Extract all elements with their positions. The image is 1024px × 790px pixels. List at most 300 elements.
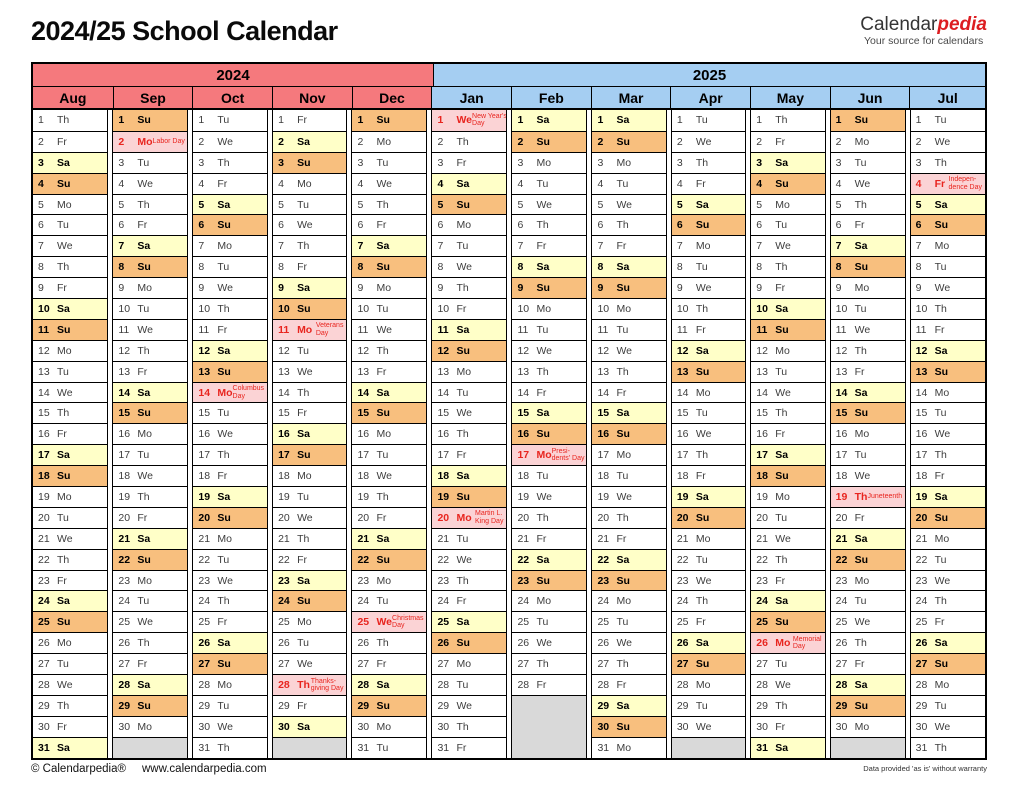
- day-number: 12: [597, 344, 610, 357]
- day-number: 15: [597, 407, 610, 420]
- weekday-abbrev: Th: [695, 449, 709, 462]
- day-number: 17: [118, 449, 131, 462]
- day-cell: [33, 716, 107, 737]
- weekday-abbrev: We: [775, 532, 791, 545]
- weekday-abbrev: Su: [536, 428, 550, 441]
- holiday-label: Thanks- giving Day: [310, 677, 344, 692]
- day-number: 8: [597, 261, 604, 274]
- day-cell: [273, 131, 346, 152]
- day-number: 2: [517, 135, 524, 148]
- weekday-abbrev: Sa: [536, 261, 550, 274]
- weekday-abbrev: We: [536, 637, 553, 650]
- weekday-abbrev: Mo: [456, 365, 472, 378]
- day-cell: [432, 152, 506, 173]
- day-number: 29: [597, 699, 610, 712]
- day-cell: [911, 382, 985, 403]
- weekday-abbrev: We: [616, 344, 633, 357]
- weekday-abbrev: Su: [57, 616, 71, 629]
- day-number: 17: [835, 449, 848, 462]
- day-number: 24: [676, 595, 689, 608]
- day-cell: [352, 152, 426, 173]
- day-number: 5: [278, 198, 284, 211]
- day-cell: [592, 110, 665, 131]
- day-cell: [592, 319, 665, 340]
- weekday-abbrev: Sa: [217, 637, 231, 650]
- weekday-abbrev: We: [57, 532, 73, 545]
- day-number: 12: [437, 344, 450, 357]
- day-cell: [273, 340, 346, 361]
- day-cell: [512, 590, 586, 611]
- month-column-nov: [272, 110, 347, 758]
- day-cell: [831, 528, 905, 549]
- weekday-abbrev: Tu: [376, 156, 389, 169]
- day-cell: [911, 674, 985, 695]
- weekday-abbrev: Su: [854, 407, 869, 420]
- day-cell: [193, 570, 267, 591]
- day-number: 9: [676, 282, 683, 295]
- weekday-abbrev: Fr: [695, 616, 706, 629]
- day-number: 28: [198, 678, 211, 691]
- day-number: 19: [357, 490, 370, 503]
- day-cell: [831, 256, 905, 277]
- holiday-day-cell: [432, 110, 506, 131]
- day-number: 26: [597, 637, 610, 650]
- day-number: 20: [198, 511, 211, 524]
- weekday-abbrev: Sa: [57, 741, 70, 754]
- day-number: 6: [756, 219, 763, 232]
- day-cell: [352, 737, 426, 758]
- weekday-abbrev: Sa: [456, 323, 470, 336]
- day-number: 19: [118, 490, 131, 503]
- day-number: 1: [756, 114, 763, 127]
- day-cell: [751, 340, 824, 361]
- day-cell: [592, 340, 665, 361]
- day-cell: [273, 590, 346, 611]
- weekday-abbrev: Fr: [137, 219, 148, 232]
- day-cell: [512, 423, 586, 444]
- day-number: 12: [278, 344, 290, 357]
- month-header-jan: Jan: [431, 87, 511, 108]
- weekday-abbrev: Sa: [297, 428, 310, 441]
- day-cell: [512, 382, 586, 403]
- weekday-abbrev: Fr: [616, 532, 627, 545]
- day-cell: [432, 214, 506, 235]
- footer-copyright: © Calendarpedia®: [31, 762, 126, 775]
- weekday-abbrev: Su: [137, 261, 151, 274]
- day-number: 25: [198, 616, 211, 629]
- day-number: 6: [517, 219, 524, 232]
- day-cell: [911, 570, 985, 591]
- footer-left: [31, 763, 267, 775]
- day-cell: [273, 382, 346, 403]
- weekday-abbrev: Th: [217, 595, 230, 608]
- weekday-abbrev: Mo: [695, 678, 711, 691]
- day-number: 1: [597, 114, 604, 127]
- day-number: 28: [756, 678, 768, 691]
- day-cell: [193, 173, 267, 194]
- day-cell: [432, 465, 506, 486]
- day-number: 30: [835, 720, 848, 733]
- day-cell: [911, 110, 985, 131]
- weekday-abbrev: Tu: [854, 449, 867, 462]
- month-header-jun: Jun: [830, 87, 910, 108]
- day-number: 9: [198, 282, 205, 295]
- day-number: 16: [915, 428, 928, 441]
- weekday-abbrev: Su: [616, 720, 630, 733]
- day-cell: [113, 340, 187, 361]
- weekday-abbrev: We: [536, 198, 553, 211]
- day-cell: [33, 214, 107, 235]
- day-number: 27: [597, 658, 610, 671]
- weekday-abbrev: Tu: [695, 553, 708, 566]
- day-cell: [33, 382, 107, 403]
- day-number: 31: [756, 741, 768, 754]
- day-number: 10: [517, 302, 530, 315]
- weekday-abbrev: Sa: [695, 198, 709, 211]
- weekday-abbrev: Fr: [695, 323, 706, 336]
- weekday-abbrev: Th: [137, 637, 150, 650]
- weekday-abbrev: We: [57, 386, 73, 399]
- weekday-abbrev: Th: [137, 344, 150, 357]
- weekday-abbrev: Mo: [217, 532, 232, 545]
- day-cell: [751, 194, 824, 215]
- day-number: 21: [517, 532, 530, 545]
- day-cell: [193, 361, 267, 382]
- day-number: 11: [357, 323, 369, 336]
- weekday-abbrev: Mo: [934, 240, 950, 253]
- day-cell: [911, 152, 985, 173]
- weekday-abbrev: Tu: [934, 114, 947, 127]
- day-number: 26: [676, 637, 689, 650]
- day-cell: [831, 465, 905, 486]
- weekday-abbrev: Su: [376, 407, 390, 420]
- day-number: 11: [38, 323, 50, 336]
- weekday-abbrev: Tu: [57, 219, 69, 232]
- day-cell: [512, 152, 586, 173]
- day-cell: [751, 423, 824, 444]
- day-cell: [33, 611, 107, 632]
- day-cell: [113, 152, 187, 173]
- day-number: 30: [676, 720, 689, 733]
- weekday-abbrev: Th: [456, 282, 469, 295]
- weekday-abbrev: We: [775, 240, 791, 253]
- weekday-abbrev: Sa: [536, 114, 550, 127]
- day-cell: [831, 590, 905, 611]
- day-number: 9: [756, 282, 763, 295]
- weekday-abbrev: Sa: [57, 449, 70, 462]
- day-number: 24: [756, 595, 768, 608]
- day-number: 2: [437, 135, 444, 148]
- weekday-abbrev: We: [297, 219, 313, 232]
- day-cell: [113, 214, 187, 235]
- day-number: 8: [756, 261, 763, 274]
- day-number: 3: [835, 156, 842, 169]
- weekday-abbrev: Sa: [217, 198, 231, 211]
- weekday-abbrev: Tu: [695, 114, 708, 127]
- weekday-abbrev: Sa: [854, 240, 868, 253]
- day-number: 7: [38, 240, 44, 253]
- day-number: 26: [278, 637, 290, 650]
- weekday-abbrev: Su: [456, 637, 470, 650]
- weekday-abbrev: Fr: [297, 699, 307, 712]
- day-cell: [33, 465, 107, 486]
- month-column-aug: [33, 110, 108, 758]
- footer-url: www.calendarpedia.com: [141, 762, 267, 775]
- day-number: 11: [676, 323, 688, 336]
- day-number: 3: [437, 156, 444, 169]
- weekday-abbrev: Th: [934, 156, 947, 169]
- weekday-abbrev: Su: [854, 261, 869, 274]
- day-number: 18: [357, 470, 370, 483]
- weekday-abbrev: Fr: [217, 470, 228, 483]
- day-cell: [33, 674, 107, 695]
- weekday-abbrev: Fr: [137, 511, 148, 524]
- weekday-abbrev: Su: [695, 365, 710, 378]
- weekday-abbrev: Th: [217, 741, 230, 754]
- day-cell: [831, 173, 905, 194]
- day-number: 24: [357, 595, 370, 608]
- day-number: 18: [915, 470, 928, 483]
- day-number: 20: [915, 511, 928, 524]
- day-number: 14: [676, 386, 689, 399]
- day-number: 14: [278, 386, 290, 399]
- weekday-abbrev: Su: [616, 282, 630, 295]
- day-number: 4: [517, 177, 524, 190]
- day-cell: [352, 235, 426, 256]
- weekday-abbrev: Fr: [456, 595, 467, 608]
- day-number: 3: [756, 156, 763, 169]
- day-cell: [432, 590, 506, 611]
- month-header-sep: Sep: [113, 87, 193, 108]
- day-cell: [831, 716, 905, 737]
- day-number: 14: [118, 386, 131, 399]
- day-number: 24: [597, 595, 610, 608]
- day-number: 3: [915, 156, 922, 169]
- day-number: 7: [437, 240, 444, 253]
- day-cell: [911, 361, 985, 382]
- day-cell: [911, 423, 985, 444]
- day-number: 6: [118, 219, 125, 232]
- weekday-abbrev: Th: [616, 658, 629, 671]
- day-number: 15: [118, 407, 131, 420]
- weekday-abbrev: Tu: [137, 302, 150, 315]
- day-cell: [432, 737, 506, 758]
- day-number: 17: [597, 449, 610, 462]
- day-cell: [193, 590, 267, 611]
- day-number: 18: [38, 470, 50, 483]
- day-number: 16: [357, 428, 370, 441]
- weekday-abbrev: Sa: [616, 699, 630, 712]
- day-number: 22: [517, 553, 530, 566]
- month-header-feb: Feb: [511, 87, 591, 108]
- weekday-abbrev: Mo: [297, 323, 313, 336]
- day-number: 14: [198, 386, 211, 399]
- day-number: 5: [756, 198, 763, 211]
- day-number: 3: [357, 156, 364, 169]
- day-number: 10: [278, 302, 290, 315]
- day-cell: [831, 382, 905, 403]
- day-number: 12: [198, 344, 211, 357]
- day-number: 27: [437, 658, 450, 671]
- weekday-abbrev: Tu: [297, 490, 309, 503]
- day-cell: [193, 152, 267, 173]
- day-number: 23: [835, 574, 848, 587]
- day-number: 30: [198, 720, 211, 733]
- day-number: 18: [835, 470, 848, 483]
- day-cell: [672, 382, 745, 403]
- day-cell: [672, 194, 745, 215]
- weekday-abbrev: Th: [456, 574, 469, 587]
- weekday-abbrev: Fr: [536, 532, 547, 545]
- day-cell: [273, 465, 346, 486]
- day-number: 9: [915, 282, 922, 295]
- day-cell: [33, 152, 107, 173]
- day-cell: [273, 632, 346, 653]
- weekday-abbrev: Su: [57, 470, 71, 483]
- day-cell: [432, 444, 506, 465]
- weekday-abbrev: Th: [775, 699, 788, 712]
- day-cell: [432, 653, 506, 674]
- weekday-abbrev: Tu: [616, 470, 629, 483]
- day-number: 17: [676, 449, 689, 462]
- weekday-abbrev: Mo: [616, 302, 632, 315]
- day-number: 13: [118, 365, 131, 378]
- day-cell: [193, 402, 267, 423]
- weekday-abbrev: We: [297, 658, 313, 671]
- weekday-abbrev: Tu: [695, 407, 708, 420]
- day-cell: [911, 716, 985, 737]
- weekday-abbrev: Sa: [376, 532, 390, 545]
- holiday-label: Martin L. King Day: [475, 510, 504, 525]
- day-number: 15: [38, 407, 50, 420]
- day-number: 25: [915, 616, 928, 629]
- day-number: 28: [118, 678, 131, 691]
- day-cell: [273, 716, 346, 737]
- day-number: 24: [835, 595, 848, 608]
- day-cell: [33, 361, 107, 382]
- day-number: 20: [597, 511, 610, 524]
- day-number: 4: [198, 177, 205, 190]
- day-cell: [113, 507, 187, 528]
- day-number: 29: [835, 699, 848, 712]
- day-number: 13: [38, 365, 50, 378]
- day-number: 21: [278, 532, 290, 545]
- day-number: 2: [756, 135, 763, 148]
- weekday-abbrev: Sa: [775, 302, 789, 315]
- weekday-abbrev: Sa: [297, 720, 310, 733]
- day-number: 24: [198, 595, 211, 608]
- day-number: 8: [357, 261, 364, 274]
- day-number: 1: [118, 114, 125, 127]
- day-cell: [33, 590, 107, 611]
- footer-disclaimer: Data provided 'as is' without warranty: [863, 763, 987, 773]
- day-number: 23: [517, 574, 530, 587]
- day-number: 20: [357, 511, 370, 524]
- day-cell: [273, 298, 346, 319]
- weekday-abbrev: Mo: [536, 302, 552, 315]
- day-cell: [512, 298, 586, 319]
- weekday-abbrev: Mo: [934, 678, 950, 691]
- day-number: 22: [676, 553, 689, 566]
- weekday-abbrev: We: [456, 114, 473, 127]
- day-number: 1: [38, 114, 44, 127]
- day-number: 9: [597, 282, 604, 295]
- day-cell: [352, 549, 426, 570]
- day-number: 12: [118, 344, 131, 357]
- day-number: 9: [38, 282, 44, 295]
- day-number: 11: [198, 323, 210, 336]
- day-number: 17: [437, 449, 450, 462]
- weekday-abbrev: Mo: [376, 428, 392, 441]
- day-number: 12: [38, 344, 50, 357]
- weekday-abbrev: Mo: [616, 595, 632, 608]
- month-header-mar: Mar: [591, 87, 671, 108]
- day-number: 17: [38, 449, 50, 462]
- weekday-abbrev: Sa: [616, 114, 630, 127]
- day-cell: [273, 256, 346, 277]
- weekday-abbrev: Tu: [456, 386, 469, 399]
- day-cell: [193, 277, 267, 298]
- weekday-abbrev: Th: [217, 449, 230, 462]
- day-number: 20: [517, 511, 530, 524]
- day-number: 23: [915, 574, 928, 587]
- day-cell: [751, 486, 824, 507]
- weekday-abbrev: Fr: [297, 553, 307, 566]
- day-number: 12: [835, 344, 848, 357]
- day-number: 27: [517, 658, 530, 671]
- day-cell: [33, 319, 107, 340]
- day-cell: [831, 361, 905, 382]
- day-number: 21: [676, 532, 689, 545]
- weekday-abbrev: Mo: [456, 511, 472, 524]
- day-cell: [33, 194, 107, 215]
- weekday-abbrev: Mo: [536, 595, 552, 608]
- weekday-abbrev: Sa: [854, 532, 868, 545]
- day-number: 4: [357, 177, 364, 190]
- day-cell: [672, 549, 745, 570]
- weekday-abbrev: Su: [616, 574, 630, 587]
- day-number: 27: [756, 658, 768, 671]
- weekday-abbrev: Sa: [775, 156, 789, 169]
- day-number: 29: [915, 699, 928, 712]
- day-number: 30: [357, 720, 370, 733]
- day-cell: [751, 549, 824, 570]
- day-cell: [33, 444, 107, 465]
- day-cell: [911, 507, 985, 528]
- day-cell: [831, 214, 905, 235]
- day-cell: [751, 256, 824, 277]
- day-cell: [273, 361, 346, 382]
- day-cell: [751, 695, 824, 716]
- day-cell: [273, 402, 346, 423]
- holiday-label: Christmas Day: [392, 614, 424, 630]
- day-number: 3: [198, 156, 205, 169]
- weekday-abbrev: Su: [536, 574, 550, 587]
- weekday-abbrev: Mo: [616, 156, 632, 169]
- day-cell: [672, 653, 745, 674]
- weekday-abbrev: Fr: [536, 678, 547, 691]
- day-cell: [352, 361, 426, 382]
- weekday-abbrev: Tu: [217, 699, 230, 712]
- weekday-abbrev: We: [217, 574, 233, 587]
- weekday-abbrev: Tu: [297, 198, 309, 211]
- weekday-abbrev: Tu: [376, 741, 389, 754]
- holiday-day-cell: [512, 444, 586, 465]
- weekday-abbrev: Su: [616, 428, 630, 441]
- weekday-abbrev: Th: [775, 114, 788, 127]
- day-number: 8: [278, 261, 284, 274]
- day-cell: [113, 256, 187, 277]
